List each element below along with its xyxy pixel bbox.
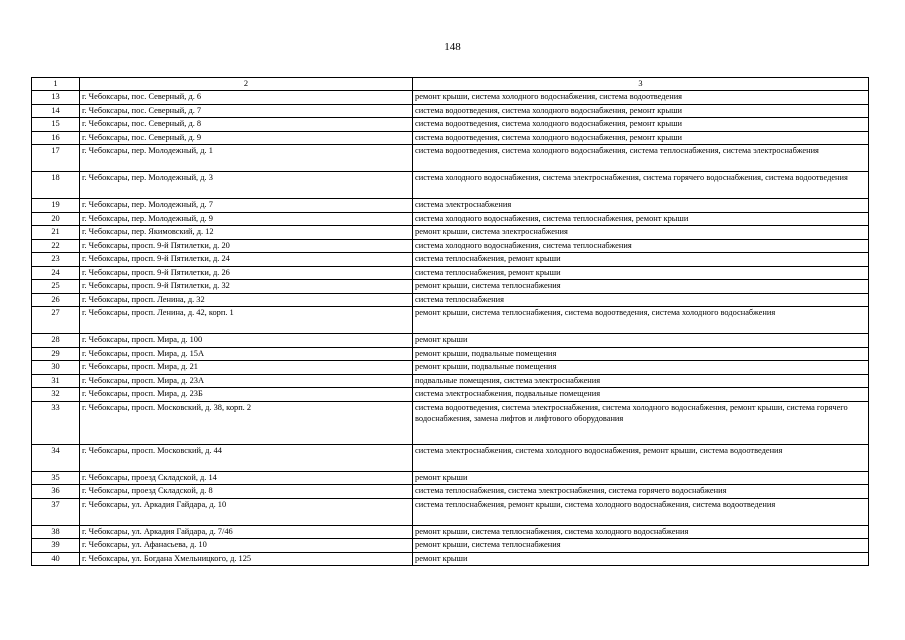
works-cell: система электроснабжения [413, 199, 869, 213]
table-row [32, 388, 869, 402]
row-number-cell: 40 [32, 552, 80, 566]
address-cell: г. Чебоксары, ул. Аркадия Гайдара, д. 10 [80, 498, 413, 525]
table-row [32, 361, 869, 375]
works-cell: ремонт крыши [413, 334, 869, 348]
works-cell: система водоотведения, система холодного водоснабжения, ремонт крыши [413, 104, 869, 118]
address-cell: г. Чебоксары, пер. Молодежный, д. 3 [80, 172, 413, 199]
row-number-cell: 31 [32, 374, 80, 388]
address-cell: г. Чебоксары, просп. Мира, д. 23А [80, 374, 413, 388]
table-header-row [32, 78, 869, 91]
address-cell: г. Чебоксары, ул. Богдана Хмельницкого, д. 125 [80, 552, 413, 566]
address-cell: г. Чебоксары, пос. Северный, д. 9 [80, 131, 413, 145]
table-row [32, 293, 869, 307]
address-cell: г. Чебоксары, просп. Мира, д. 21 [80, 361, 413, 375]
address-cell: г. Чебоксары, просп. Московский, д. 38, корп. 2 [80, 401, 413, 444]
row-number-cell: 15 [32, 118, 80, 132]
row-number-cell: 33 [32, 401, 80, 444]
table-row [32, 525, 869, 539]
row-number-cell: 24 [32, 266, 80, 280]
row-number-cell: 28 [32, 334, 80, 348]
table-row [32, 485, 869, 499]
table-row [32, 131, 869, 145]
works-cell: ремонт крыши, подвальные помещения [413, 361, 869, 375]
table-row [32, 91, 869, 105]
works-cell: система теплоснабжения, ремонт крыши, система холодного водоснабжения, система водоотведения [413, 498, 869, 525]
address-cell: г. Чебоксары, просп. 9-й Пятилетки, д. 24 [80, 253, 413, 267]
table-row [32, 280, 869, 294]
address-cell: г. Чебоксары, просп. Ленина, д. 42, корп. 1 [80, 307, 413, 334]
table-row [32, 471, 869, 485]
table-row [32, 539, 869, 553]
works-cell: система теплоснабжения, ремонт крыши [413, 266, 869, 280]
column-header-1: 1 [32, 78, 80, 91]
works-cell: система водоотведения, система холодного водоснабжения, ремонт крыши [413, 118, 869, 132]
table-row [32, 347, 869, 361]
row-number-cell: 29 [32, 347, 80, 361]
table-row [32, 266, 869, 280]
row-number-cell: 16 [32, 131, 80, 145]
address-cell: г. Чебоксары, ул. Афанасьева, д. 10 [80, 539, 413, 553]
table-row [32, 104, 869, 118]
page-number: 148 [444, 41, 461, 53]
row-number-cell: 21 [32, 226, 80, 240]
address-cell: г. Чебоксары, проезд Складской, д. 8 [80, 485, 413, 499]
table-row [32, 118, 869, 132]
address-cell: г. Чебоксары, просп. Мира, д. 15А [80, 347, 413, 361]
row-number-cell: 20 [32, 212, 80, 226]
row-number-cell: 30 [32, 361, 80, 375]
address-cell: г. Чебоксары, проезд Складской, д. 14 [80, 471, 413, 485]
works-cell: ремонт крыши, система холодного водоснабжения, система водоотведения [413, 91, 869, 105]
works-cell: система холодного водоснабжения, система электроснабжения, система горячего водоснабжения, система водоотведения [413, 172, 869, 199]
address-cell: г. Чебоксары, просп. 9-й Пятилетки, д. 26 [80, 266, 413, 280]
table-row [32, 552, 869, 566]
table-row [32, 444, 869, 471]
address-cell: г. Чебоксары, просп. Мира, д. 23Б [80, 388, 413, 402]
address-cell: г. Чебоксары, пер. Молодежный, д. 1 [80, 145, 413, 172]
row-number-cell: 37 [32, 498, 80, 525]
table-row [32, 498, 869, 525]
address-cell: г. Чебоксары, пер. Молодежный, д. 7 [80, 199, 413, 213]
works-cell: ремонт крыши, система теплоснабжения, система водоотведения, система холодного водоснабжения [413, 307, 869, 334]
row-number-cell: 22 [32, 239, 80, 253]
row-number-cell: 13 [32, 91, 80, 105]
works-cell: подвальные помещения, система электроснабжения [413, 374, 869, 388]
table-row [32, 226, 869, 240]
row-number-cell: 39 [32, 539, 80, 553]
works-cell: система холодного водоснабжения, система теплоснабжения [413, 239, 869, 253]
table-row [32, 253, 869, 267]
address-cell: г. Чебоксары, пос. Северный, д. 7 [80, 104, 413, 118]
table-row [32, 334, 869, 348]
address-cell: г. Чебоксары, просп. 9-й Пятилетки, д. 32 [80, 280, 413, 294]
table-row [32, 172, 869, 199]
table-row [32, 374, 869, 388]
works-cell: ремонт крыши, система теплоснабжения, система холодного водоснабжения [413, 525, 869, 539]
row-number-cell: 32 [32, 388, 80, 402]
works-cell: ремонт крыши, система теплоснабжения [413, 539, 869, 553]
address-cell: г. Чебоксары, просп. Ленина, д. 32 [80, 293, 413, 307]
address-cell: г. Чебоксары, пер. Якимовский, д. 12 [80, 226, 413, 240]
works-cell: система водоотведения, система электроснабжения, система холодного водоснабжения, ремонт крыши, система горячего водоснабжения, замена лифтов и лифтового оборудования [413, 401, 869, 444]
row-number-cell: 27 [32, 307, 80, 334]
row-number-cell: 23 [32, 253, 80, 267]
table-row [32, 145, 869, 172]
works-cell: система электроснабжения, подвальные помещения [413, 388, 869, 402]
works-cell: система холодного водоснабжения, система теплоснабжения, ремонт крыши [413, 212, 869, 226]
address-cell: г. Чебоксары, просп. Московский, д. 44 [80, 444, 413, 471]
row-number-cell: 14 [32, 104, 80, 118]
works-cell: система теплоснабжения, ремонт крыши [413, 253, 869, 267]
works-cell: ремонт крыши, подвальные помещения [413, 347, 869, 361]
row-number-cell: 25 [32, 280, 80, 294]
works-cell: ремонт крыши, система теплоснабжения [413, 280, 869, 294]
works-cell: ремонт крыши [413, 552, 869, 566]
row-number-cell: 38 [32, 525, 80, 539]
row-number-cell: 17 [32, 145, 80, 172]
column-header-3: 3 [413, 78, 869, 91]
address-cell: г. Чебоксары, просп. 9-й Пятилетки, д. 20 [80, 239, 413, 253]
address-cell: г. Чебоксары, пер. Молодежный, д. 9 [80, 212, 413, 226]
row-number-cell: 35 [32, 471, 80, 485]
works-cell: система водоотведения, система холодного водоснабжения, система теплоснабжения, система электроснабжения [413, 145, 869, 172]
works-cell: система водоотведения, система холодного водоснабжения, ремонт крыши [413, 131, 869, 145]
row-number-cell: 34 [32, 444, 80, 471]
row-number-cell: 19 [32, 199, 80, 213]
table-row [32, 212, 869, 226]
works-cell: система теплоснабжения [413, 293, 869, 307]
works-cell: система теплоснабжения, система электроснабжения, система горячего водоснабжения [413, 485, 869, 499]
table-row [32, 307, 869, 334]
table-row [32, 239, 869, 253]
table-row [32, 401, 869, 444]
address-cell: г. Чебоксары, пос. Северный, д. 6 [80, 91, 413, 105]
address-cell: г. Чебоксары, пос. Северный, д. 8 [80, 118, 413, 132]
works-cell: система электроснабжения, система холодного водоснабжения, ремонт крыши, система водоотведения [413, 444, 869, 471]
row-number-cell: 36 [32, 485, 80, 499]
works-cell: ремонт крыши, система электроснабжения [413, 226, 869, 240]
address-works-table [31, 77, 869, 566]
table-row [32, 199, 869, 213]
row-number-cell: 26 [32, 293, 80, 307]
row-number-cell: 18 [32, 172, 80, 199]
works-cell: ремонт крыши [413, 471, 869, 485]
address-cell: г. Чебоксары, просп. Мира, д. 100 [80, 334, 413, 348]
column-header-2: 2 [80, 78, 413, 91]
address-cell: г. Чебоксары, ул. Аркадия Гайдара, д. 7/46 [80, 525, 413, 539]
